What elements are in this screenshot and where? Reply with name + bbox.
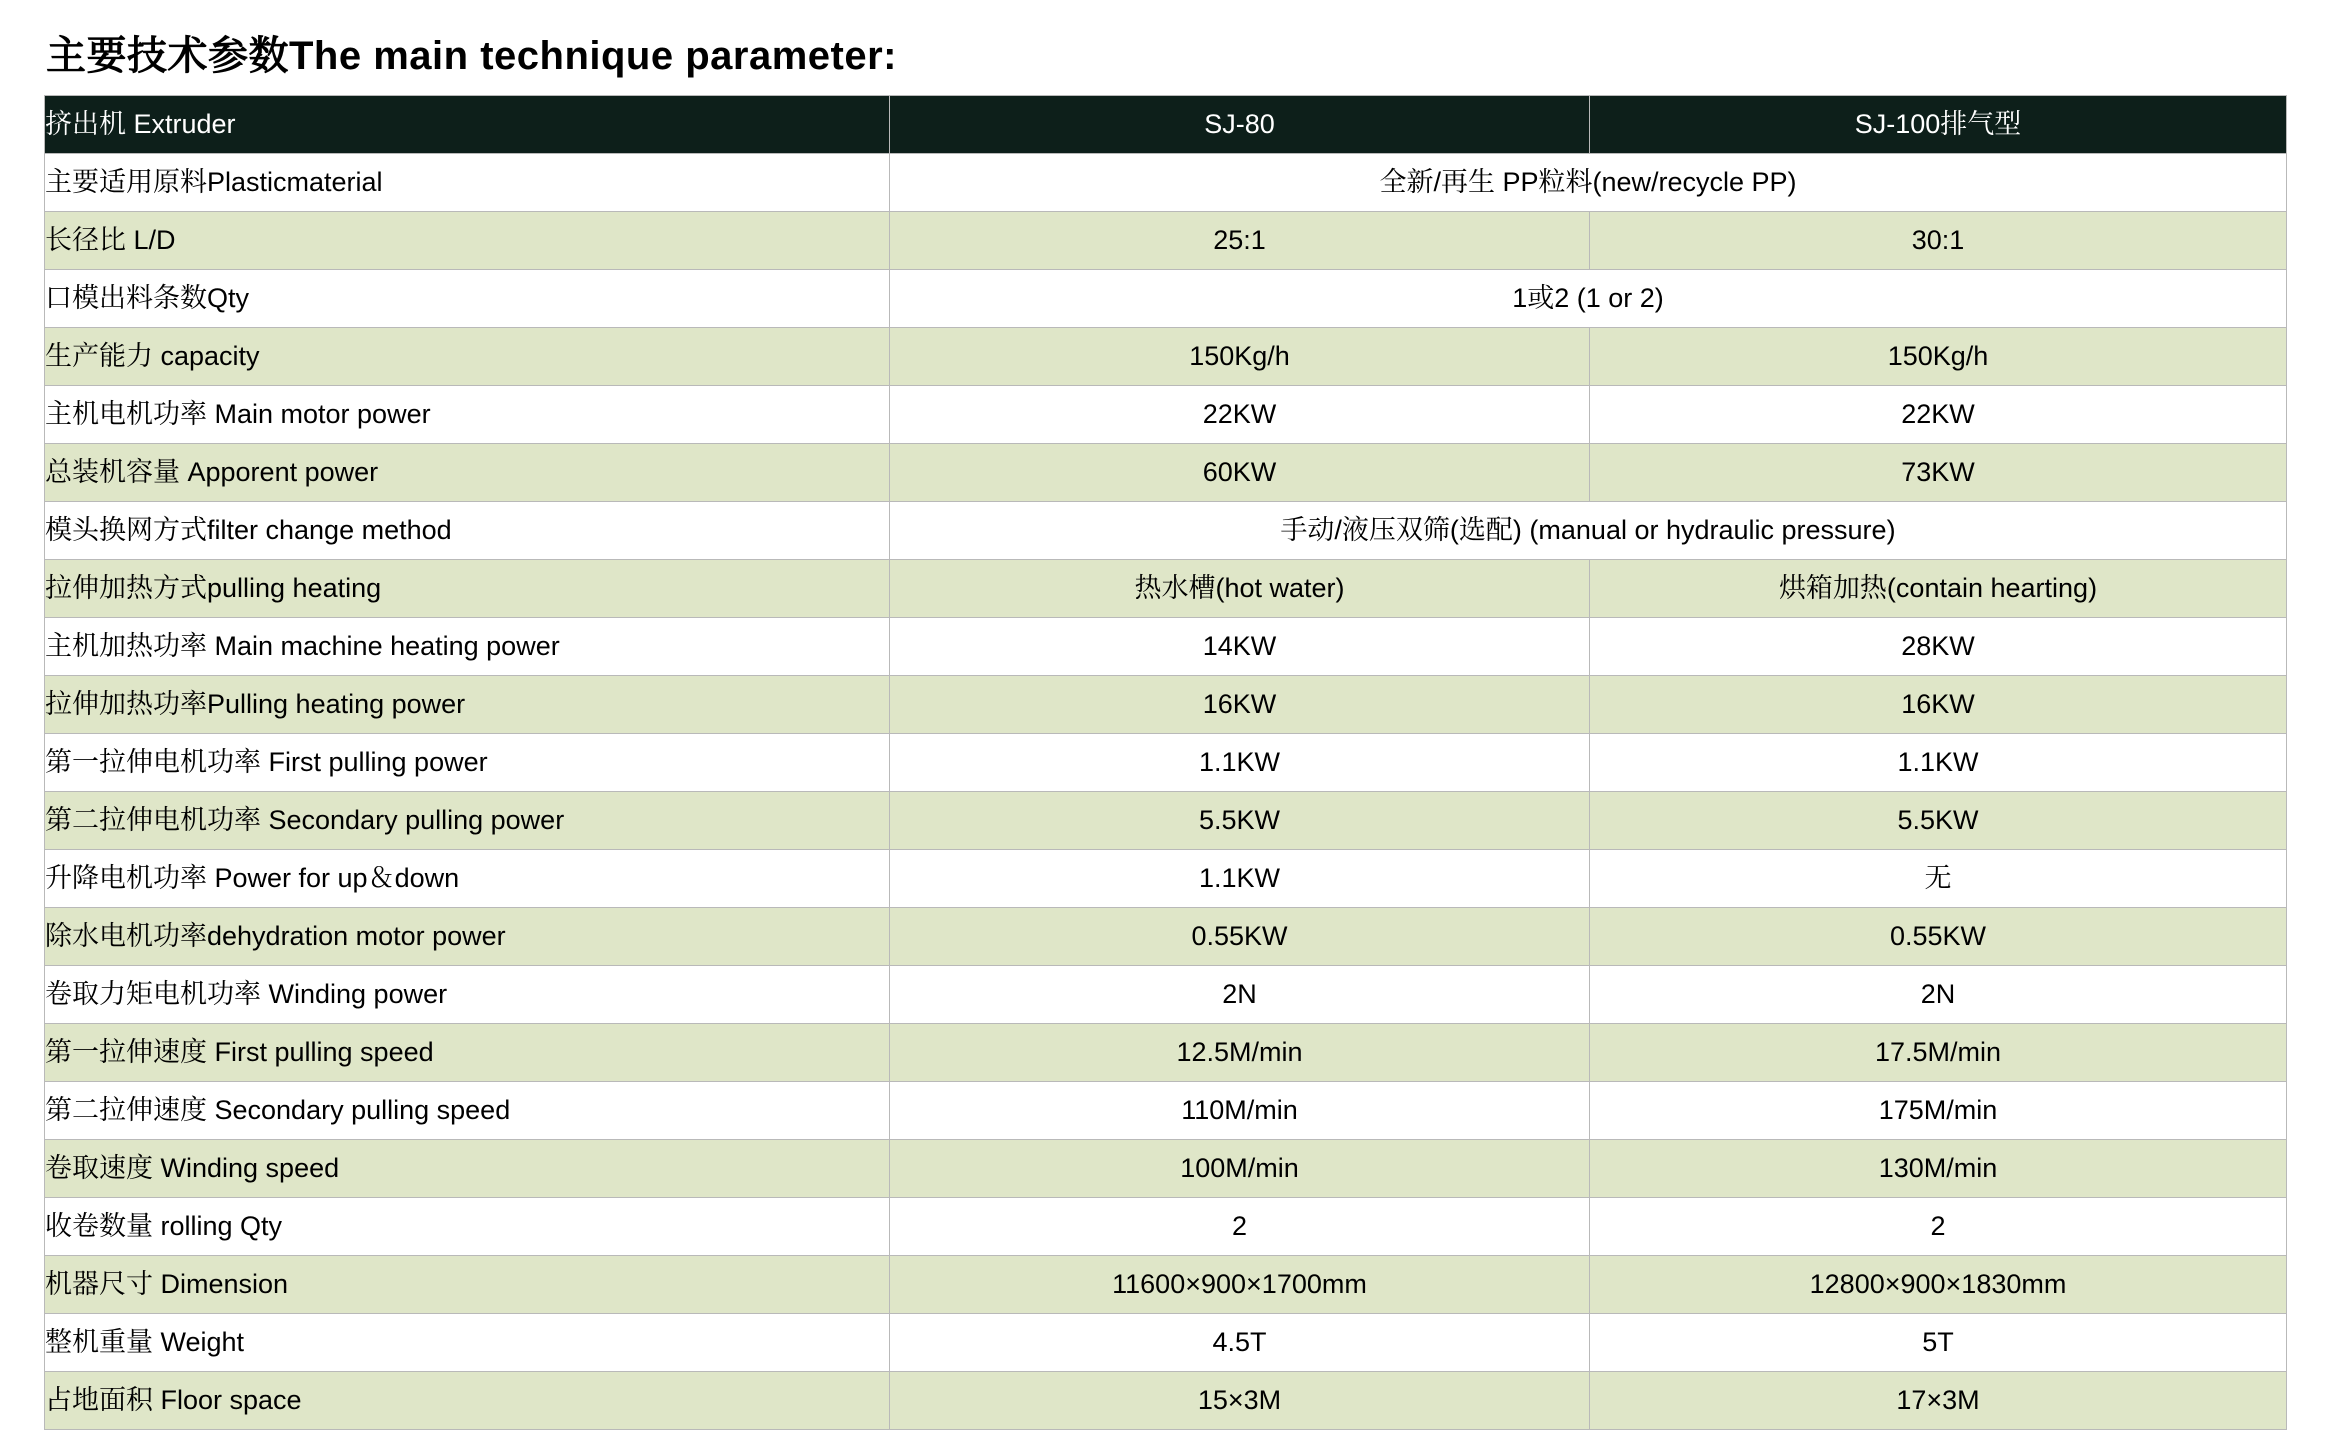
table-row	[45, 966, 2287, 1024]
table-row	[45, 908, 2287, 966]
table-row	[45, 560, 2287, 618]
table-row	[45, 734, 2287, 792]
row-value-model-b: 无	[1590, 850, 2287, 908]
row-value-model-b: 73KW	[1590, 444, 2287, 502]
row-label: 第二拉伸速度 Secondary pulling speed	[45, 1082, 890, 1140]
row-label: 主机电机功率 Main motor power	[45, 386, 890, 444]
row-value-merged: 全新/再生 PP粒料(new/recycle PP)	[890, 154, 2287, 212]
row-value-model-b: 30:1	[1590, 212, 2287, 270]
row-label: 拉伸加热功率Pulling heating power	[45, 676, 890, 734]
row-value-model-a: 热水槽(hot water)	[890, 560, 1590, 618]
table-row	[45, 850, 2287, 908]
table-row	[45, 618, 2287, 676]
row-value-model-b: 17×3M	[1590, 1372, 2287, 1430]
row-value-model-b: 1.1KW	[1590, 734, 2287, 792]
row-value-model-b: 烘箱加热(contain hearting)	[1590, 560, 2287, 618]
row-label: 生产能力 capacity	[45, 328, 890, 386]
row-value-model-b: 22KW	[1590, 386, 2287, 444]
row-label: 收卷数量 rolling Qty	[45, 1198, 890, 1256]
row-value-model-b: 28KW	[1590, 618, 2287, 676]
row-value-model-a: 1.1KW	[890, 850, 1590, 908]
row-value-model-a: 1.1KW	[890, 734, 1590, 792]
table-row	[45, 386, 2287, 444]
row-value-model-b: 130M/min	[1590, 1140, 2287, 1198]
row-value-model-a: 25:1	[890, 212, 1590, 270]
row-value-model-a: 100M/min	[890, 1140, 1590, 1198]
table-row	[45, 270, 2287, 328]
row-value-model-a: 60KW	[890, 444, 1590, 502]
header-cell-model-b: SJ-100排气型	[1590, 96, 2287, 154]
row-label: 卷取力矩电机功率 Winding power	[45, 966, 890, 1024]
table-row	[45, 212, 2287, 270]
row-value-model-a: 22KW	[890, 386, 1590, 444]
row-label: 除水电机功率dehydration motor power	[45, 908, 890, 966]
row-label: 第一拉伸速度 First pulling speed	[45, 1024, 890, 1082]
table-row	[45, 1024, 2287, 1082]
table-row	[45, 676, 2287, 734]
table-row	[45, 328, 2287, 386]
row-value-merged: 手动/液压双筛(选配) (manual or hydraulic pressure)	[890, 502, 2287, 560]
table-row	[45, 1140, 2287, 1198]
row-label: 主机加热功率 Main machine heating power	[45, 618, 890, 676]
header-cell-extruder: 挤出机 Extruder	[45, 96, 890, 154]
row-value-model-b: 175M/min	[1590, 1082, 2287, 1140]
row-value-model-a: 14KW	[890, 618, 1590, 676]
row-label: 口模出料条数Qty	[45, 270, 890, 328]
row-value-model-a: 150Kg/h	[890, 328, 1590, 386]
row-value-model-a: 5.5KW	[890, 792, 1590, 850]
row-value-model-b: 150Kg/h	[1590, 328, 2287, 386]
row-value-model-a: 2N	[890, 966, 1590, 1024]
table-row	[45, 1082, 2287, 1140]
table-row	[45, 502, 2287, 560]
row-label: 升降电机功率 Power for up＆down	[45, 850, 890, 908]
row-label: 第二拉伸电机功率 Secondary pulling power	[45, 792, 890, 850]
table-row	[45, 154, 2287, 212]
table-header-row	[45, 96, 2287, 154]
table-row	[45, 1198, 2287, 1256]
row-value-model-a: 16KW	[890, 676, 1590, 734]
row-value-model-b: 0.55KW	[1590, 908, 2287, 966]
row-label: 主要适用原料Plasticmaterial	[45, 154, 890, 212]
page-title: 主要技术参数The main technique parameter:	[46, 34, 897, 78]
row-value-model-a: 12.5M/min	[890, 1024, 1590, 1082]
row-value-model-b: 2N	[1590, 966, 2287, 1024]
header-cell-model-a: SJ-80	[890, 96, 1590, 154]
row-label: 模头换网方式filter change method	[45, 502, 890, 560]
table-row	[45, 444, 2287, 502]
row-label: 整机重量 Weight	[45, 1314, 890, 1372]
row-label: 机器尺寸 Dimension	[45, 1256, 890, 1314]
table-row	[45, 1372, 2287, 1430]
row-value-model-a: 0.55KW	[890, 908, 1590, 966]
row-value-model-a: 11600×900×1700mm	[890, 1256, 1590, 1314]
specification-table	[44, 95, 2287, 1430]
row-value-merged: 1或2 (1 or 2)	[890, 270, 2287, 328]
row-label: 拉伸加热方式pulling heating	[45, 560, 890, 618]
table-row	[45, 1256, 2287, 1314]
table-header	[45, 96, 2287, 154]
table-body	[45, 154, 2287, 1430]
row-value-model-b: 5T	[1590, 1314, 2287, 1372]
row-label: 第一拉伸电机功率 First pulling power	[45, 734, 890, 792]
row-value-model-b: 5.5KW	[1590, 792, 2287, 850]
row-value-model-a: 15×3M	[890, 1372, 1590, 1430]
row-label: 卷取速度 Winding speed	[45, 1140, 890, 1198]
row-value-model-a: 110M/min	[890, 1082, 1590, 1140]
row-label: 总装机容量 Apporent power	[45, 444, 890, 502]
row-label: 占地面积 Floor space	[45, 1372, 890, 1430]
row-label: 长径比 L/D	[45, 212, 890, 270]
row-value-model-a: 4.5T	[890, 1314, 1590, 1372]
row-value-model-b: 16KW	[1590, 676, 2287, 734]
row-value-model-a: 2	[890, 1198, 1590, 1256]
row-value-model-b: 12800×900×1830mm	[1590, 1256, 2287, 1314]
table-row	[45, 792, 2287, 850]
row-value-model-b: 17.5M/min	[1590, 1024, 2287, 1082]
table-row	[45, 1314, 2287, 1372]
row-value-model-b: 2	[1590, 1198, 2287, 1256]
